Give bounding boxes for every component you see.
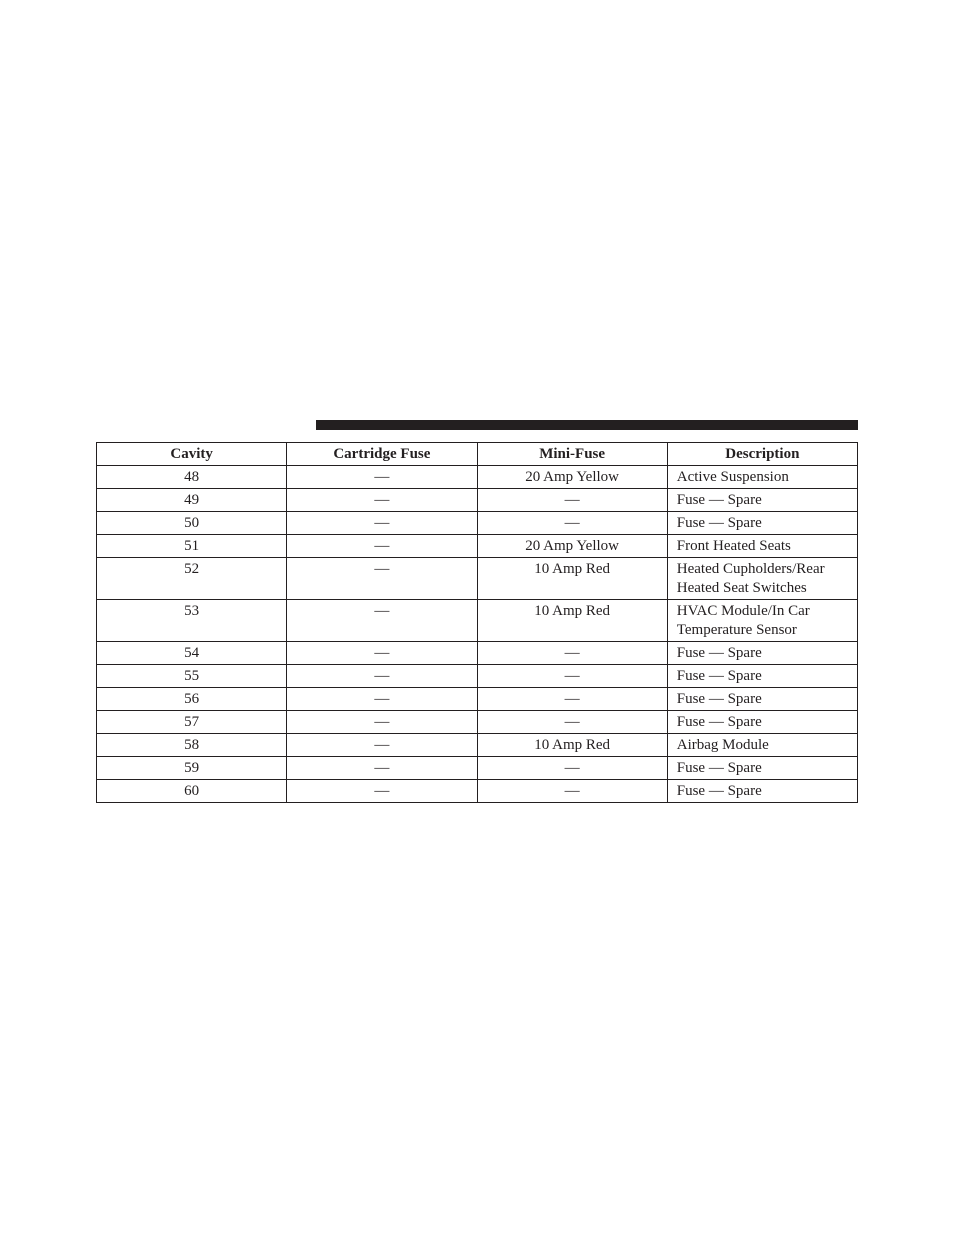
cell-mini-fuse: 20 Amp Yellow [477, 466, 667, 489]
cell-description [667, 489, 857, 512]
cell-mini-fuse: — [477, 711, 667, 734]
cell-cavity: 58 [97, 734, 287, 757]
cell-mini-fuse: 10 Amp Red [477, 558, 667, 600]
cell-description [667, 512, 857, 535]
cell-cartridge-fuse: — [287, 780, 477, 803]
cell-mini-fuse: 10 Amp Red [477, 734, 667, 757]
description-line: Airbag Module [676, 737, 769, 753]
cell-description [667, 757, 857, 780]
cell-cartridge-fuse: — [287, 688, 477, 711]
cell-cartridge-fuse: — [287, 665, 477, 688]
description-line: Heated Seat Switches [676, 580, 807, 596]
cell-mini-fuse: — [477, 757, 667, 780]
cell-cartridge-fuse: — [287, 711, 477, 734]
table-row [97, 711, 858, 734]
cell-cavity: 56 [97, 688, 287, 711]
cell-cavity: 52 [97, 558, 287, 600]
section-header-bar [316, 420, 858, 430]
cell-cartridge-fuse: — [287, 558, 477, 600]
table-row [97, 780, 858, 803]
header-mini-fuse: Mini-Fuse [477, 443, 667, 466]
description-line: Fuse — Spare [676, 783, 762, 799]
header-cartridge-fuse: Cartridge Fuse [287, 443, 477, 466]
description-line: Fuse — Spare [676, 760, 762, 776]
cell-cartridge-fuse: — [287, 757, 477, 780]
cell-description [667, 734, 857, 757]
cell-mini-fuse: — [477, 688, 667, 711]
cell-cartridge-fuse: — [287, 600, 477, 642]
cell-cartridge-fuse: — [287, 466, 477, 489]
cell-description [667, 688, 857, 711]
cell-description [667, 711, 857, 734]
description-line: Fuse — Spare [676, 645, 762, 661]
fuse-table-body [97, 466, 858, 803]
cell-mini-fuse: 20 Amp Yellow [477, 535, 667, 558]
description-line: Fuse — Spare [676, 492, 762, 508]
table-header-row [97, 443, 858, 466]
cell-mini-fuse: — [477, 512, 667, 535]
cell-description [667, 642, 857, 665]
cell-cavity: 50 [97, 512, 287, 535]
description-line: Temperature Sensor [676, 622, 797, 638]
table-row [97, 734, 858, 757]
cell-cartridge-fuse: — [287, 512, 477, 535]
header-cavity: Cavity [97, 443, 287, 466]
table-row [97, 489, 858, 512]
table-row [97, 512, 858, 535]
cell-cavity: 59 [97, 757, 287, 780]
table-row [97, 688, 858, 711]
description-line: Fuse — Spare [676, 691, 762, 707]
cell-mini-fuse: — [477, 665, 667, 688]
cell-cavity: 48 [97, 466, 287, 489]
cell-description [667, 535, 857, 558]
cell-description [667, 600, 857, 642]
table-row [97, 600, 858, 642]
cell-mini-fuse: — [477, 780, 667, 803]
fuse-table-head [97, 443, 858, 466]
cell-mini-fuse: 10 Amp Red [477, 600, 667, 642]
cell-description [667, 558, 857, 600]
cell-description [667, 466, 857, 489]
cell-cartridge-fuse: — [287, 734, 477, 757]
cell-mini-fuse: — [477, 489, 667, 512]
description-line: Front Heated Seats [676, 538, 791, 554]
description-line: Fuse — Spare [676, 668, 762, 684]
table-row [97, 665, 858, 688]
table-row [97, 558, 858, 600]
description-line: Fuse — Spare [676, 714, 762, 730]
header-description: Description [667, 443, 857, 466]
cell-cartridge-fuse: — [287, 489, 477, 512]
fuse-table [96, 442, 858, 803]
cell-cavity: 57 [97, 711, 287, 734]
description-line: Fuse — Spare [676, 515, 762, 531]
cell-description [667, 665, 857, 688]
table-row [97, 466, 858, 489]
description-line: Heated Cupholders/Rear [676, 561, 825, 577]
description-line: HVAC Module/In Car [676, 603, 810, 619]
cell-cavity: 60 [97, 780, 287, 803]
cell-mini-fuse: — [477, 642, 667, 665]
cell-cartridge-fuse: — [287, 535, 477, 558]
cell-description [667, 780, 857, 803]
cell-cartridge-fuse: — [287, 642, 477, 665]
table-row [97, 757, 858, 780]
cell-cavity: 53 [97, 600, 287, 642]
cell-cavity: 54 [97, 642, 287, 665]
cell-cavity: 55 [97, 665, 287, 688]
description-line: Active Suspension [676, 469, 789, 485]
cell-cavity: 51 [97, 535, 287, 558]
cell-cavity: 49 [97, 489, 287, 512]
table-row [97, 535, 858, 558]
table-row [97, 642, 858, 665]
